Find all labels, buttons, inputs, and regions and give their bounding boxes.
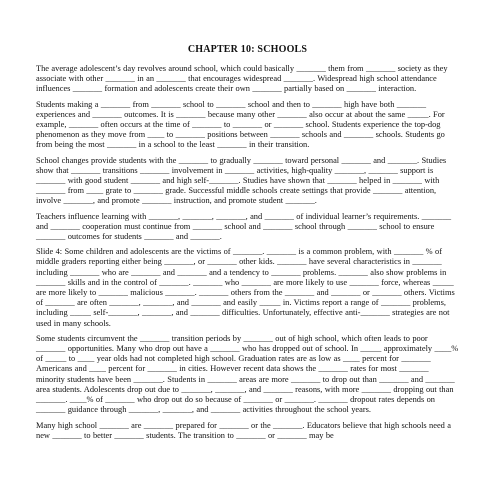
paragraph-preparation: Many high school _______ are _______ prepared for _______ or the _______. Educators believe that high schools need a new _______ to better _______ students. The transition to _______ or _______ may be [36,420,451,440]
paragraph-intro: The average adolescent’s day revolves around school, which could basically _______ them from _______ society as they associate with other _______ in an _______ that encourages widespread _______. Widespread high school attendance influences _______ formation and adolescents create their own _______ partially based on _______ interaction. [36,64,448,94]
paragraph-slide-4: Slide 4: Some children and adolescents are the victims of _______. _______ is a common problem, with _______ % of middle graders reporting either being _______, or _______ other kids. _______ have several characteristics in _______ including _______ who are _______ and _______ and a tendency to _______ problems. _______ also show problems in _______ skills and in the control of _______. _______ who _______ are more likely to use _______ force, whereas _____ are more likely to _______ malicious _______. _______ others from the _______ and _______ or _______ others. Victims of _______ are often _______, _______, and _______ and easily _____ in. Victims report a range of _______ problems, including _____ self-_______, _______, and _______ difficulties. Unfortunately, effective anti-_______ strategies are not used in many schools. [36,247,455,328]
paragraph-dropout: Some students circumvent the _______ transition periods by _______ out of high school, which often leads to poor _______ opportunities. Many who drop out have a _______ who has dropped out of school. In _____ approximately ____% of _____ to ____ year olds had not completed high school. Graduation rates are as low as ____ percent for _______ Americans and ____ percent for _______ in cities. However recent data shows the _______ rates for most _______ minority students have been _______. Students in _______ areas are more _______ to drop out than _______ and _______ area students. Adolescents drop out due to _______, _______, and _______ reasons, with more _______ dropping out than _______. ____% of _______ who drop out do so because of _______ or _______. _______ dropout rates depends on _______ guidance through _______, _______, and _______ activities throughout the school years. [36,333,459,415]
chapter-title: CHAPTER 10: SCHOOLS [187,44,308,55]
paragraph-teachers: Teachers influence learning with _______, _______, _______, and _______ of individual learner’s requirements. _______ and _______ cooperation must continue from _______ school and _______ school through _______ school to ensure _______ outcomes for students _______ and _______. [36,211,452,242]
paragraph-school-changes: School changes provide students with the _______ to gradually _______ toward personal _______ and _______. Studies show that _______ transitions _______ involvement in _______ activities, high-quality _______, _______ support is _______ with good student _______ and high self-_______. Studies have shown that _______ helped in _______ with _______ from ____ grate to _______ grade. Successful middle schools create settings that provide _______ attention, involve _______, and promote _______ instruction, and promote student _______. [36,155,447,206]
paragraph-transitions: Students making a _______ from _______ school to _______ school and then to _______ high have both _______ experiences and _______ outcomes. It is _______ because many other _______ also occur at about the same _____. For example, _______ often occurs at the time of _______ to _______ or _______ school. Students experience the top-dog phenomenon as they move from ____ to _______ positions between _______ schools and _______ schools. Students go from being the most _______ in a school to the least _______ in their transition. [36,99,445,150]
